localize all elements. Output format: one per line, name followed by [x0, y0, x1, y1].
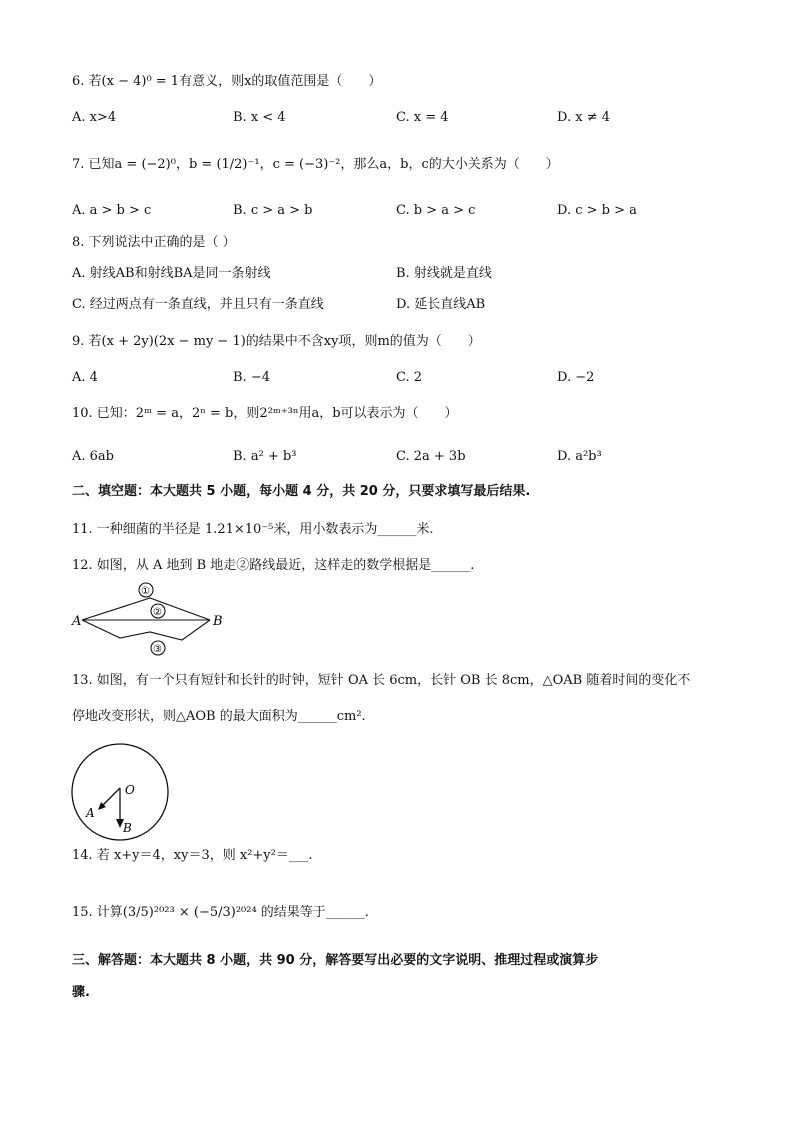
q8-option-d: D. 延长直线AB [396, 297, 486, 312]
section-3-title-line-2: 骤. [72, 985, 90, 1000]
q6-option-a: A. x>4 [72, 110, 117, 125]
route-diagram [70, 580, 230, 660]
q10-option-b: B. a² + b³ [233, 449, 297, 464]
q6-option-c: C. x = 4 [396, 110, 449, 125]
q8-option-c: C. 经过两点有一条直线，并且只有一条直线 [72, 297, 324, 312]
question-13-line-1: 13. 如图，有一个只有短针和长针的时钟，短针 OA 长 6cm，长针 OB 长 8cm，△OAB 随着时间的变化不 [72, 673, 691, 688]
q9-option-c: C. 2 [396, 370, 423, 385]
q9-option-a: A. 4 [72, 370, 98, 385]
route-1-label: ① [141, 586, 150, 597]
question-9: 9. 若(x + 2y)(2x − my − 1)的结果中不含xy项，则m的值为（ ） [72, 334, 481, 349]
point-a-label: A [86, 806, 95, 820]
q7-option-a: A. a > b > c [72, 203, 152, 218]
route-1 [82, 598, 210, 620]
q10-option-c: C. 2a + 3b [396, 449, 466, 464]
question-15: 15. 计算(3/5)²⁰²³ × (−5/3)²⁰²⁴ 的结果等于______. [72, 905, 369, 920]
question-13-line-2: 停地改变形状，则△AOB 的最大面积为______cm². [72, 709, 366, 724]
question-6: 6. 若(x − 4)⁰ = 1有意义，则x的取值范围是（ ） [72, 74, 382, 89]
q7-option-d: D. c > b > a [557, 203, 637, 218]
q7-option-c: C. b > a > c [396, 203, 476, 218]
question-7: 7. 已知a = (−2)⁰，b = (1/2)⁻¹，c = (−3)⁻²，那么a，b，c的大小关系为（ ） [72, 157, 559, 172]
question-14: 14. 若 x+y＝4，xy＝3，则 x²+y²＝___. [72, 848, 313, 863]
question-10: 10. 已知：2ᵐ = a，2ⁿ = b，则2²ᵐ⁺³ⁿ用a，b可以表示为（ ） [72, 406, 458, 421]
clock-diagram [68, 742, 178, 842]
section-3-title-line-1: 三、解答题：本大题共 8 小题，共 90 分，解答要写出必要的文字说明、推理过程或演算步 [72, 953, 599, 968]
q7-option-b: B. c > a > b [233, 203, 313, 218]
route-3 [82, 620, 210, 640]
q8-option-a: A. 射线AB和射线BA是同一条射线 [72, 266, 271, 281]
point-b-label: B [213, 614, 223, 629]
question-11: 11. 一种细菌的半径是 1.21×10⁻⁵米，用小数表示为______米. [72, 522, 434, 537]
point-b-label: B [123, 821, 132, 835]
q10-option-d: D. a²b³ [557, 449, 602, 464]
route-2-label: ② [153, 607, 162, 618]
q6-option-d: D. x ≠ 4 [557, 110, 610, 125]
question-8: 8. 下列说法中正确的是（ ） [72, 235, 236, 250]
section-2-title: 二、填空题：本大题共 5 小题，每小题 4 分，共 20 分，只要求填写最后结果. [72, 484, 531, 499]
q9-option-b: B. −4 [233, 370, 270, 385]
q8-option-b: B. 射线就是直线 [396, 266, 492, 281]
question-12: 12. 如图，从 A 地到 B 地走②路线最近，这样走的数学根据是______. [72, 558, 475, 573]
route-3-label: ③ [153, 644, 162, 655]
q10-option-a: A. 6ab [72, 449, 114, 464]
point-a-label: A [72, 614, 82, 629]
point-o-label: O [125, 783, 135, 797]
q6-option-b: B. x < 4 [233, 110, 286, 125]
q9-option-d: D. −2 [557, 370, 595, 385]
